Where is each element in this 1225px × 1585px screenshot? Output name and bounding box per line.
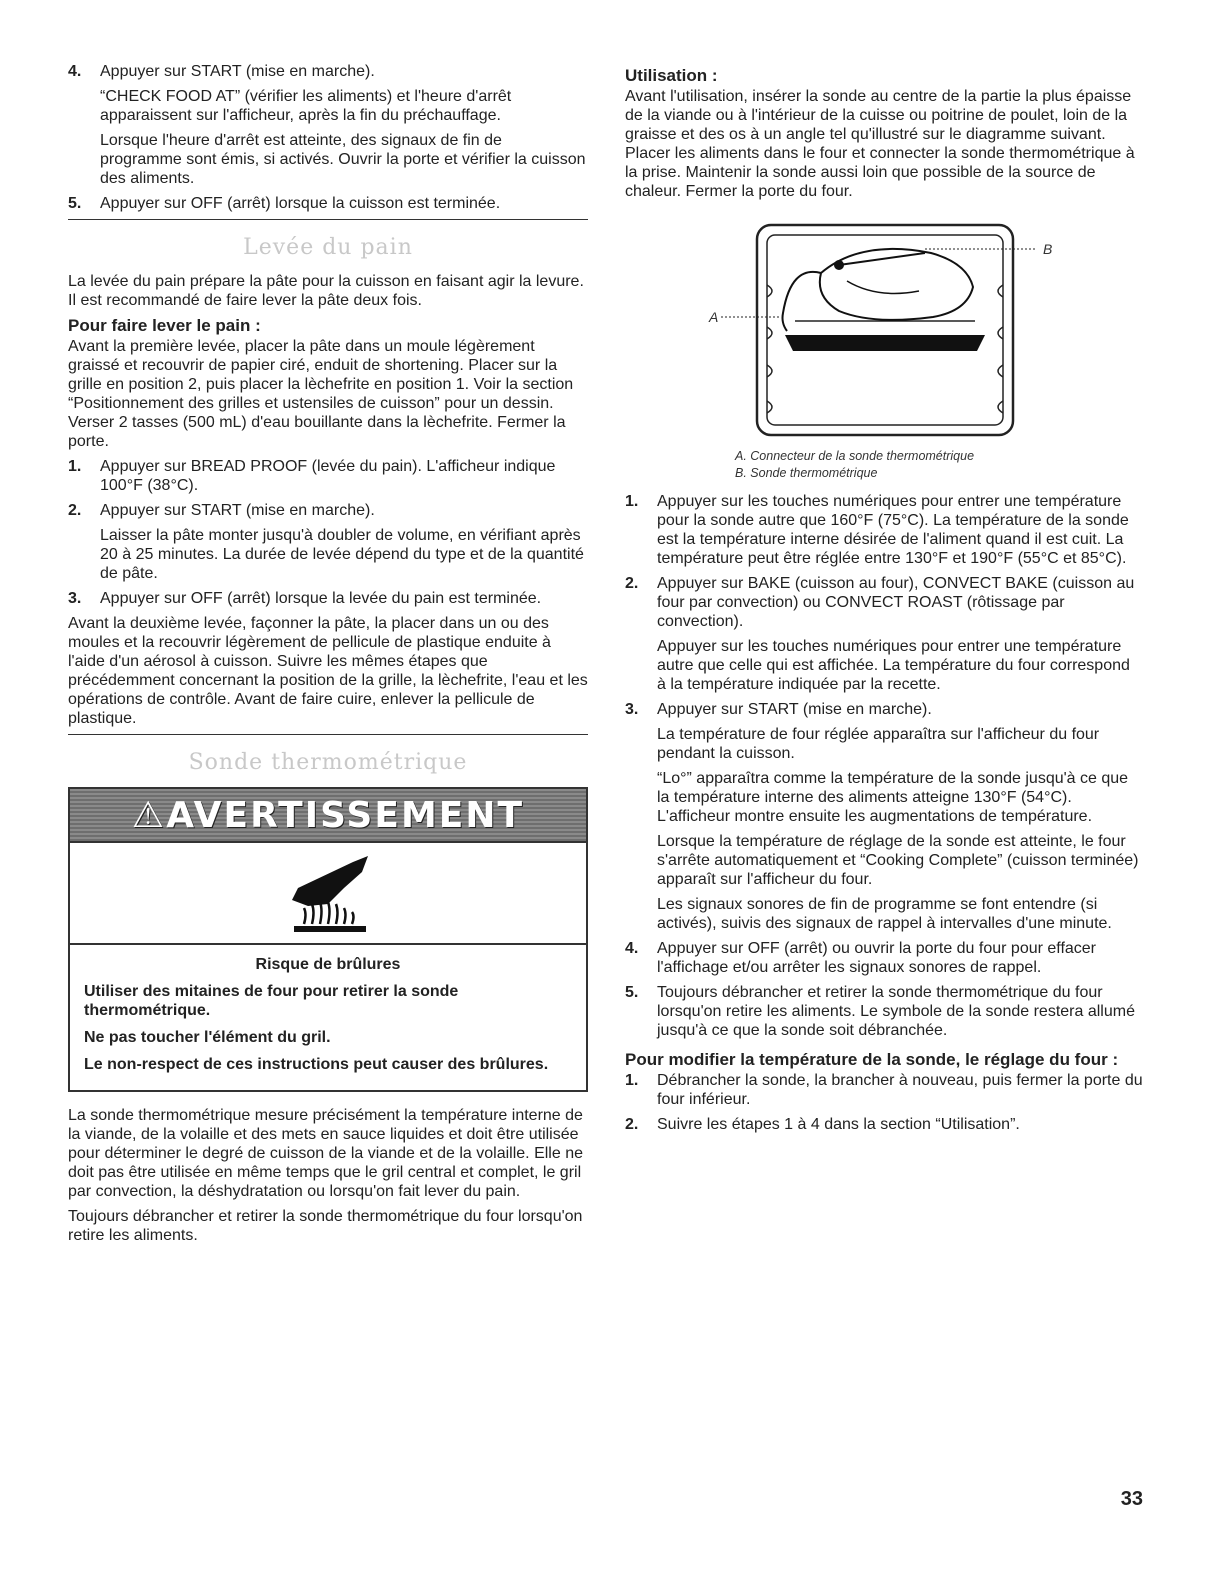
hand-burn-icon <box>70 843 586 945</box>
section-divider <box>68 219 588 220</box>
step-detail: “CHECK FOOD AT” (vérifier les aliments) et l'heure d'arrêt apparaissent sur l'afficheur, après la fin du préchauffage. <box>100 88 512 124</box>
list-item <box>625 983 1143 1040</box>
subheading: Utilisation : <box>625 66 718 85</box>
right-column <box>625 62 1143 1140</box>
step-text: Appuyer sur START (mise en marche). <box>100 502 375 519</box>
list-item <box>625 574 1143 694</box>
step-text: Appuyer sur OFF (arrêt) lorsque la cuisson est terminée. <box>100 195 501 212</box>
step-text: Appuyer sur BAKE (cuisson au four), CONVECT BAKE (cuisson au four par convection) ou CONVECT ROAST (rôtissage par convection). <box>657 575 1135 630</box>
list-item <box>625 1071 1143 1109</box>
section-divider <box>68 734 588 735</box>
step-number: 1. <box>625 493 639 510</box>
paragraph: La sonde thermométrique mesure précisément la température interne de la viande, de la volaille et des mets en sauce liquides et doit être utilisée pour déterminer le degré de cuisson de la viande et de la volaille. Elle ne doit pas être utilisée en même temps que le gril central et complet, le gril par convection, la déshydratation ou lorsqu'on fait lever du pain. <box>68 1107 583 1200</box>
list-item <box>625 700 1143 933</box>
warning-line: Le non-respect de ces instructions peut causer des brûlures. <box>84 1056 549 1073</box>
step-detail: Lorsque la température de réglage de la sonde est atteinte, le four s'arrête automatiquement et “Cooking Complete” (cuisson terminée) apparaît sur l'afficheur du four. <box>657 833 1139 888</box>
step-number: 2. <box>625 1116 639 1133</box>
list-item <box>625 1115 1143 1134</box>
paragraph: Avant la deuxième levée, façonner la pâte, la placer dans un ou des moules et la recouvrir légèrement de pellicule de plastique enduite à l'aide d'un aérosol à cuisson. Suivre les mêmes étapes que précédemment concernant la position de la grille, la lèchefrite, l'eau et les opérations de contrôle. Avant de faire cuire, enlever la pellicule de plastique. <box>68 615 588 727</box>
list-item <box>68 589 588 608</box>
list-item <box>68 194 588 213</box>
list-item <box>625 492 1143 568</box>
step-number: 3. <box>68 590 82 607</box>
step-text: Appuyer sur les touches numériques pour entrer une température pour la sonde autre que 160°F (75°C). La température de la sonde est la température interne désirée de l'aliment quand il est cuit. La température peut être réglée entre 130°F et 190°F (55°C et 85°C). <box>657 493 1129 567</box>
warning-box <box>68 787 588 1092</box>
paragraph: Avant la première levée, placer la pâte dans un moule légèrement graissé et recouvrir de papier ciré, enduit de shortening. Placer sur la grille en position 2, puis placer la lèchefrite en position 1. Voir la section “Positionnement des grilles et ustensiles de cuisson” pour un dessin. Verser 2 tasses (500 mL) d'eau bouillante dans la lèchefrite. Fermer la porte. <box>68 338 574 450</box>
warning-banner-text: ⚠AVERTISSEMENT <box>131 794 525 836</box>
step-number: 2. <box>68 502 82 519</box>
paragraph: Toujours débrancher et retirer la sonde thermométrique du four lorsqu'on retire les aliments. <box>68 1208 583 1244</box>
left-column <box>68 62 588 1251</box>
warning-banner <box>70 789 586 843</box>
subheading: Pour modifier la température de la sonde, le réglage du four : <box>625 1050 1119 1069</box>
step-detail: Laisser la pâte monter jusqu'à doubler de volume, en vérifiant après 20 à 25 minutes. La durée de levée dépend du type et de la quantité de pâte. <box>100 527 584 582</box>
step-detail: Lorsque l'heure d'arrêt est atteinte, des signaux de fin de programme sont émis, si activés. Ouvrir la porte et vérifier la cuisson des aliments. <box>100 132 586 187</box>
step-number: 4. <box>625 940 639 957</box>
warning-risk: Risque de brûlures <box>255 956 401 973</box>
step-number: 1. <box>68 458 82 475</box>
step-number: 5. <box>68 195 82 212</box>
section-title-sonde: Sonde thermométrique <box>188 750 468 775</box>
step-number: 1. <box>625 1072 639 1089</box>
step-text: Toujours débrancher et retirer la sonde thermométrique du four lorsqu'on retire les aliments. Le symbole de la sonde restera allumé jusqu'à ce que la sonde soit débranchée. <box>657 984 1135 1039</box>
step-text: Appuyer sur OFF (arrêt) lorsque la levée du pain est terminée. <box>100 590 542 607</box>
step-text: Appuyer sur START (mise en marche). <box>100 63 375 80</box>
step-text: Appuyer sur OFF (arrêt) ou ouvrir la porte du four pour effacer l'affichage et/ou arrêter les signaux sonores de rappel. <box>657 940 1097 976</box>
subheading: Pour faire lever le pain : <box>68 316 261 335</box>
warning-line: Utiliser des mitaines de four pour retirer la sonde thermométrique. <box>84 983 459 1019</box>
oven-probe-diagram <box>625 209 1143 444</box>
list-item <box>68 457 588 495</box>
step-detail: Appuyer sur les touches numériques pour entrer une température autre que celle qui est affichée. La température du four correspond à la température indiquée par la recette. <box>657 638 1130 693</box>
step-detail: Les signaux sonores de fin de programme se font entendre (si activés), suivis des signaux de rappel à intervalles d'une minute. <box>657 896 1112 932</box>
step-text: Appuyer sur START (mise en marche). <box>657 701 932 718</box>
step-text: Appuyer sur BREAD PROOF (levée du pain). L'afficheur indique 100°F (38°C). <box>100 458 556 494</box>
paragraph: Avant l'utilisation, insérer la sonde au centre de la partie la plus épaisse de la viande ou à l'intérieur de la cuisse ou poitrine de poulet, loin de la graisse et des os à un angle tel qu'illustré sur le diagramme suivant. Placer les aliments dans le four et connecter la sonde thermométrique à la prise. Maintenir la sonde aussi loin que possible de la source de chaleur. Fermer la porte du four. <box>625 88 1135 200</box>
list-item <box>625 939 1143 977</box>
caption: B. Sonde thermométrique <box>735 466 878 480</box>
step-number: 2. <box>625 575 639 592</box>
step-number: 4. <box>68 63 82 80</box>
step-detail: La température de four réglée apparaîtra sur l'afficheur du four pendant la cuisson. <box>657 726 1100 762</box>
step-text: Suivre les étapes 1 à 4 dans la section “Utilisation”. <box>657 1116 1020 1133</box>
paragraph: La levée du pain prépare la pâte pour la cuisson en faisant agir la levure. Il est recommandé de faire lever la pâte deux fois. <box>68 273 584 309</box>
step-text: Débrancher la sonde, la brancher à nouveau, puis fermer la porte du four inférieur. <box>657 1072 1143 1108</box>
caption: A. Connecteur de la sonde thermométrique <box>735 449 975 463</box>
section-title-levee: Levée du pain <box>243 235 413 260</box>
step-number: 3. <box>625 701 639 718</box>
list-item <box>68 62 588 188</box>
step-number: 5. <box>625 984 639 1001</box>
label-a: A <box>709 309 719 325</box>
step-detail: “Lo°” apparaîtra comme la température de la sonde jusqu'à ce que la température interne des aliments atteigne 130°F (54°C). L'afficheur montre ensuite les augmentations de température. <box>657 770 1129 825</box>
warning-line: Ne pas toucher l'élément du gril. <box>84 1029 331 1046</box>
list-item <box>68 501 588 583</box>
label-b: B <box>1043 241 1053 257</box>
page-number: 33 <box>1120 1488 1143 1510</box>
